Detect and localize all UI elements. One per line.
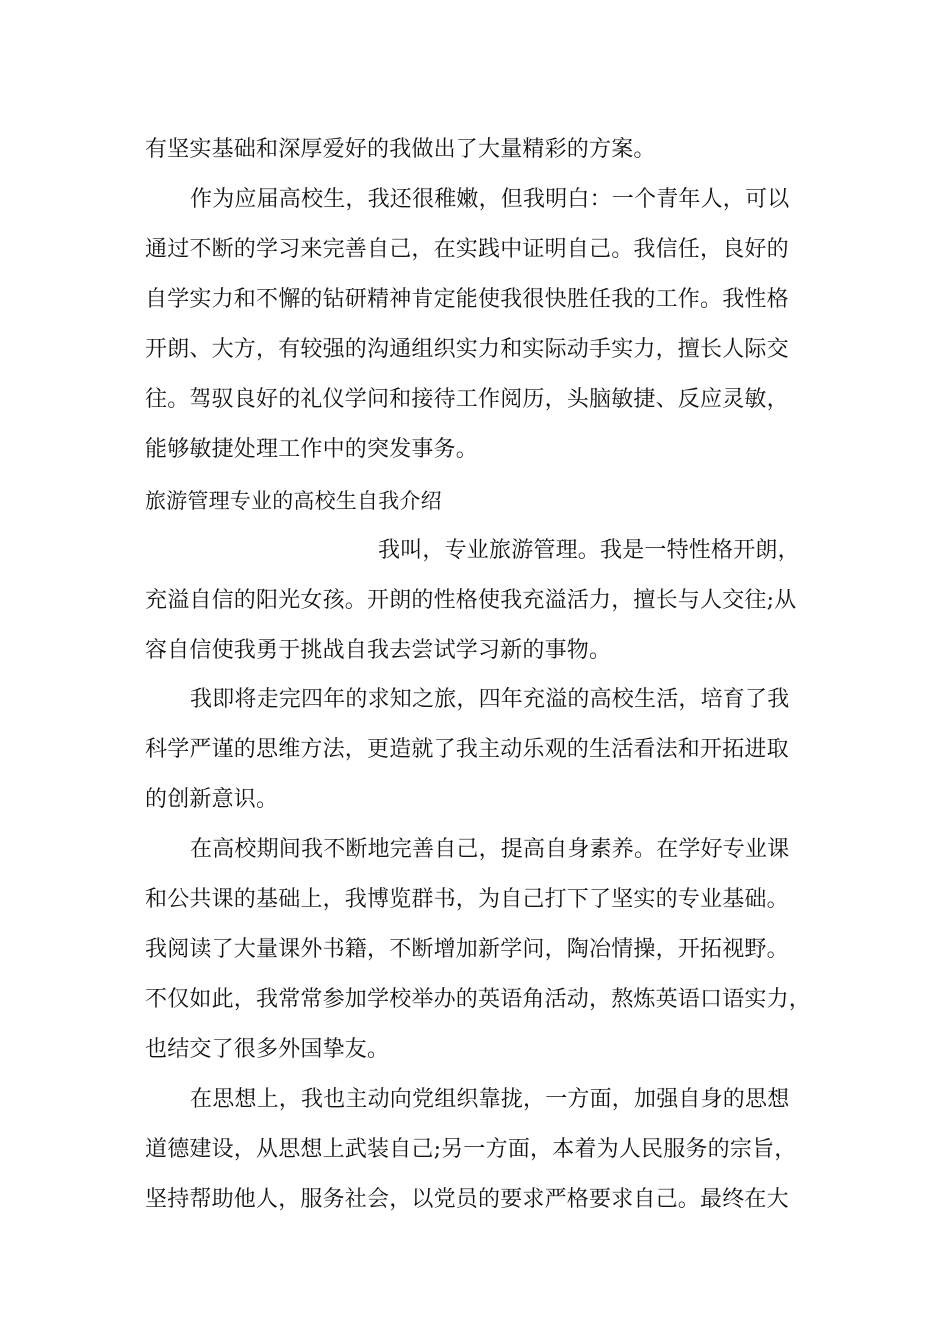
text-line: 道德建设，从思想上武装自己;另一方面，本着为人民服务的宗旨， — [145, 1137, 797, 1162]
paragraph-first-line: 我即将走完四年的求知之旅，四年充溢的高校生活，培育了我 — [190, 687, 790, 712]
paragraph-first-line: 在高校期间我不断地完善自己，提高自身素养。在学好专业课 — [190, 837, 790, 862]
text-line: 的创新意识。 — [145, 787, 279, 812]
text-line: 有坚实基础和深厚爱好的我做出了大量精彩的方案。 — [145, 137, 656, 162]
text-line: 坚持帮助他人，服务社会，以党员的要求严格要求自己。最终在大 — [145, 1187, 789, 1212]
text-line: 我阅读了大量课外书籍，不断增加新学问，陶冶情操，开拓视野。 — [145, 937, 789, 962]
text-line: 充溢自信的阳光女孩。开朗的性格使我充溢活力，擅长与人交往;从 — [145, 588, 797, 613]
text-line: 开朗、大方，有较强的沟通组织实力和实际动手实力，擅长人际交 — [145, 337, 789, 362]
text-line: 不仅如此，我常常参加学校举办的英语角活动，熬炼英语口语实力， — [145, 987, 812, 1012]
text-line: 和公共课的基础上，我博览群书，为自己打下了坚实的专业基础。 — [145, 887, 789, 912]
text-line: 往。驾驭良好的礼仪学问和接待工作阅历，头脑敏捷、反应灵敏， — [145, 387, 789, 412]
text-line: 科学严谨的思维方法，更造就了我主动乐观的生活看法和开拓进取 — [145, 737, 789, 762]
paragraph-first-line: 我叫，专业旅游管理。我是一特性格开朗， — [378, 538, 800, 563]
paragraph-first-line: 在思想上，我也主动向党组织靠拢，一方面，加强自身的思想 — [190, 1087, 790, 1112]
text-line: 自学实力和不懈的钻研精神肯定能使我很快胜任我的工作。我性格 — [145, 287, 789, 312]
text-line: 也结交了很多外国挚友。 — [145, 1037, 390, 1062]
paragraph-first-line: 作为应届高校生，我还很稚嫩，但我明白：一个青年人，可以 — [190, 187, 790, 212]
text-line: 能够敏捷处理工作中的突发事务。 — [145, 437, 479, 462]
text-line: 容自信使我勇于挑战自我去尝试学习新的事物。 — [145, 638, 612, 663]
text-line: 通过不断的学习来完善自己，在实践中证明自己。我信任，良好的 — [145, 237, 789, 262]
section-heading: 旅游管理专业的高校生自我介绍 — [145, 489, 442, 513]
